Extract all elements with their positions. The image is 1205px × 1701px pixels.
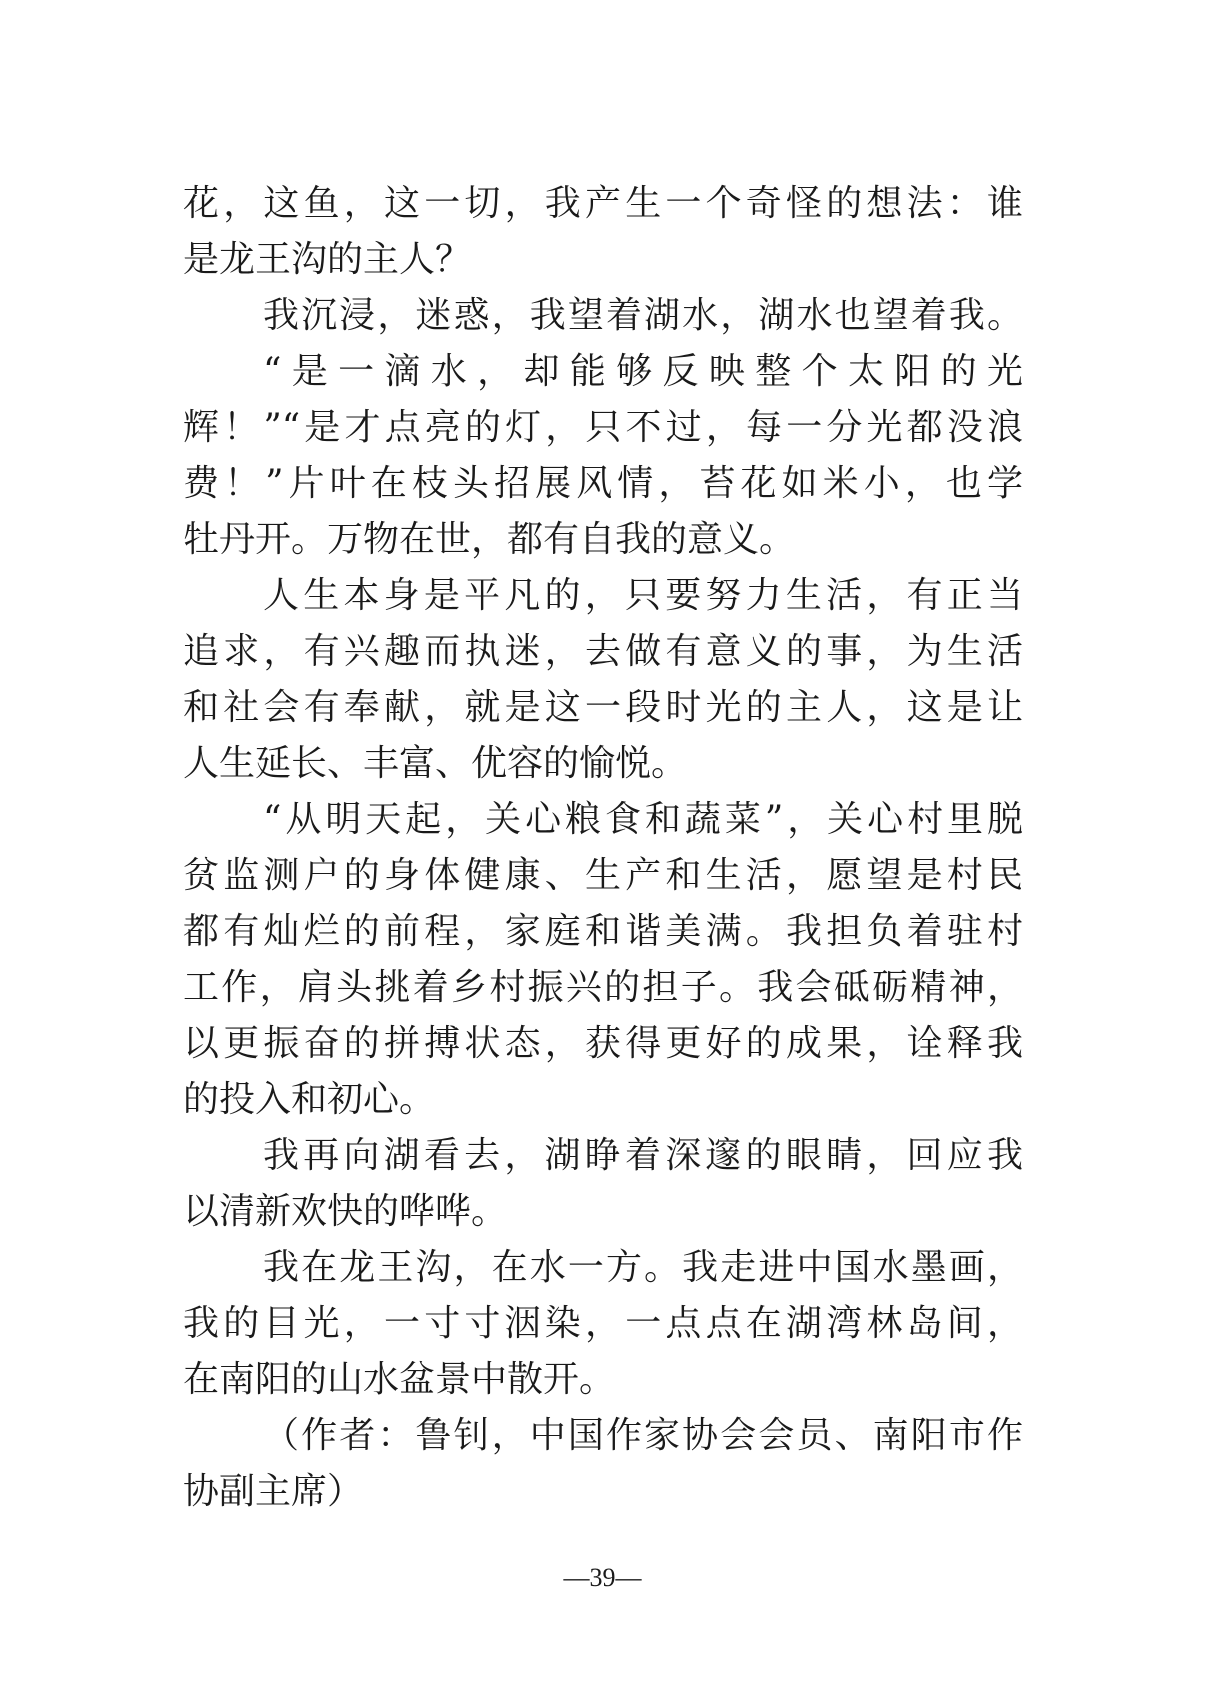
text-line: 人生延长、丰富、优容的愉悦。 <box>183 743 688 784</box>
text-line: 的投入和初心。 <box>183 1079 436 1120</box>
text-line: 和社会有奉献，就是这一段时光的主人，这是让 <box>183 687 1023 728</box>
author-note-line: 协副主席） <box>183 1471 364 1512</box>
text-line: 牡丹开。万物在世，都有自我的意义。 <box>183 519 796 560</box>
text-line: 在南阳的山水盆景中散开。 <box>183 1359 616 1400</box>
text-line: 我的目光，一寸寸洇染，一点点在湖湾林岛间， <box>183 1303 1023 1344</box>
text-line: 辉！”“是才点亮的灯，只不过，每一分光都没浪 <box>183 407 1023 448</box>
text-line: 花，这鱼，这一切，我产生一个奇怪的想法：谁 <box>183 183 1023 224</box>
paragraph-start-line: “是一滴水，却能够反映整个太阳的光 <box>263 351 1023 392</box>
body-text <box>183 176 1023 1520</box>
text-line: 以更振奋的拼搏状态，获得更好的成果，诠释我 <box>183 1023 1023 1064</box>
text-line: 追求，有兴趣而执迷，去做有意义的事，为生活 <box>183 631 1023 672</box>
paragraph-start-line: 我沉浸，迷惑，我望着湖水，湖水也望着我。 <box>263 295 1023 336</box>
text-line: 费！”片叶在枝头招展风情，苔花如米小，也学 <box>183 463 1023 504</box>
paragraph-start-line: 人生本身是平凡的，只要努力生活，有正当 <box>263 575 1023 616</box>
paragraph-start-line: 我在龙王沟，在水一方。我走进中国水墨画， <box>263 1247 1023 1288</box>
paragraph-start-line: “从明天起，关心粮食和蔬菜”，关心村里脱 <box>263 799 1023 840</box>
text-line: 工作，肩头挑着乡村振兴的担子。我会砥砺精神， <box>183 967 1023 1008</box>
text-line: 贫监测户的身体健康、生产和生活，愿望是村民 <box>183 855 1023 896</box>
author-note-line: （作者：鲁钊，中国作家协会会员、南阳市作 <box>263 1415 1023 1456</box>
paragraph-start-line: 我再向湖看去，湖睁着深邃的眼睛，回应我 <box>263 1135 1023 1176</box>
text-line: 以清新欢快的哗哗。 <box>183 1191 508 1232</box>
page-number: —39— <box>563 1563 642 1592</box>
text-line: 都有灿烂的前程，家庭和谐美满。我担负着驻村 <box>183 911 1023 952</box>
text-line: 是龙王沟的主人？ <box>183 239 472 280</box>
